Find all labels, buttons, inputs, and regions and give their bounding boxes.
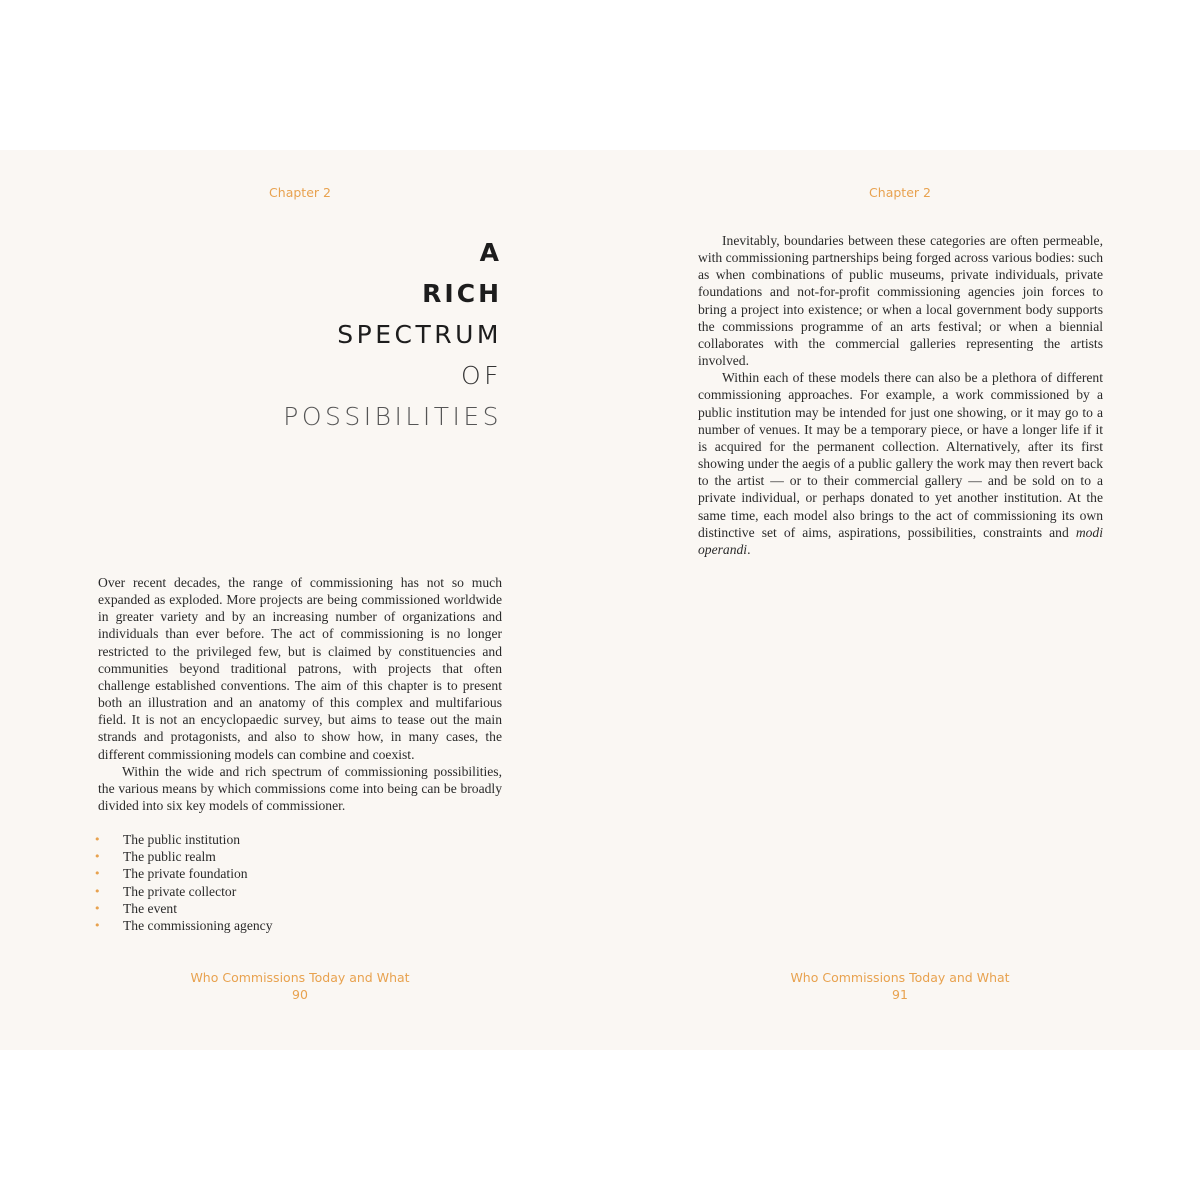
bullet-dot-icon: • [94,850,101,864]
title-line-5: POSSIBILITIES [283,402,502,431]
left-body-text [98,574,502,814]
bullet-dot-icon: • [94,867,101,881]
italic-phrase: modi operandi [698,524,1103,557]
bullet-dot-icon: • [94,919,101,933]
footer-title: Who Commissions Today and What [790,970,1010,985]
running-head-left: Chapter 2 [269,185,331,200]
footer-right [600,969,1200,1003]
paragraph: Within the wide and rich spectrum of commissioning possibilities, the various means by which commissions come into being can be broadly divided into six key models of commissioner. [98,763,502,814]
running-head-right: Chapter 2 [869,185,931,200]
right-page [600,150,1200,1050]
paragraph: Inevitably, boundaries between these categories are often permeable, with commissioning partnerships being forged across various bodies: such as when combinations of public museums, private individuals, private foundations and not-for-profit commissioning agencies join forces to bring a project into existence; or when a local government body supports the commissions programme of an arts festival; or when a biennial collaborates with the commercial galleries representing the artists involved. [698,233,1103,369]
paragraph: Over recent decades, the range of commissioning has not so much expanded as exploded. More projects are being commissioned worldwide in greater variety and by an increasing number of organizations and individuals than ever before. The act of commissioning is no longer restricted to the privileged few, but is claimed by constituencies and communities beyond traditional patrons, with projects that often challenge established conventions. The aim of this chapter is to present both an illustration and an anatomy of this complex and multifarious field. It is not an encyclopaedic survey, but aims to tease out the main strands and protagonists, and also to show how, in many cases, the different commissioning models can combine and coexist. [98,575,502,762]
paragraph-text: Within each of these models there can also be a plethora of different commissioning approaches. For example, a work commissioned by a public institution may be intended for just one showing, or it may go to a number of venues. It may be a temporary piece, or have a longer life if it is acquired for the permanent collection. Alternatively, after its first showing under the aegis of a public gallery the work may then revert back to the artist — or to their commercial gallery — and be sold on to a private individual, or perhaps donated to yet another institution. At the same time, each model also brings to the act of commissioning its own distinctive set of aims, aspirations, possibilities, constraints and [698,370,1103,540]
title-line-1: A [479,238,502,267]
page-number: 91 [892,987,908,1002]
list-item [94,848,273,865]
list-item-label: The private foundation [123,866,248,882]
list-item [94,883,273,900]
list-item-label: The event [123,900,177,916]
list-item-label: The commissioning agency [123,918,273,934]
list-item-label: The public institution [123,832,241,847]
commissioner-models-list [94,831,273,934]
title-line-4: OF [460,361,502,390]
left-page [0,150,600,1050]
list-item [94,865,273,882]
list-item-label: The public realm [123,849,216,865]
page-number: 90 [292,987,308,1002]
bullet-dot-icon: • [94,833,101,846]
right-body-text [698,232,1103,558]
title-line-3: SPECTRUM [337,320,502,349]
list-item [94,831,273,848]
final-punctuation: . [747,541,751,557]
footer-title: Who Commissions Today and What [190,970,410,985]
bullet-dot-icon: • [94,901,101,915]
title-line-2: RICH [422,279,502,308]
bullet-dot-icon: • [94,884,101,898]
paragraph-with-italic [698,369,1103,558]
list-item [94,917,273,934]
book-spread [0,150,1200,1050]
list-item [94,900,273,917]
footer-left [0,969,600,1003]
list-item-label: The private collector [123,883,237,899]
chapter-title [283,232,502,437]
